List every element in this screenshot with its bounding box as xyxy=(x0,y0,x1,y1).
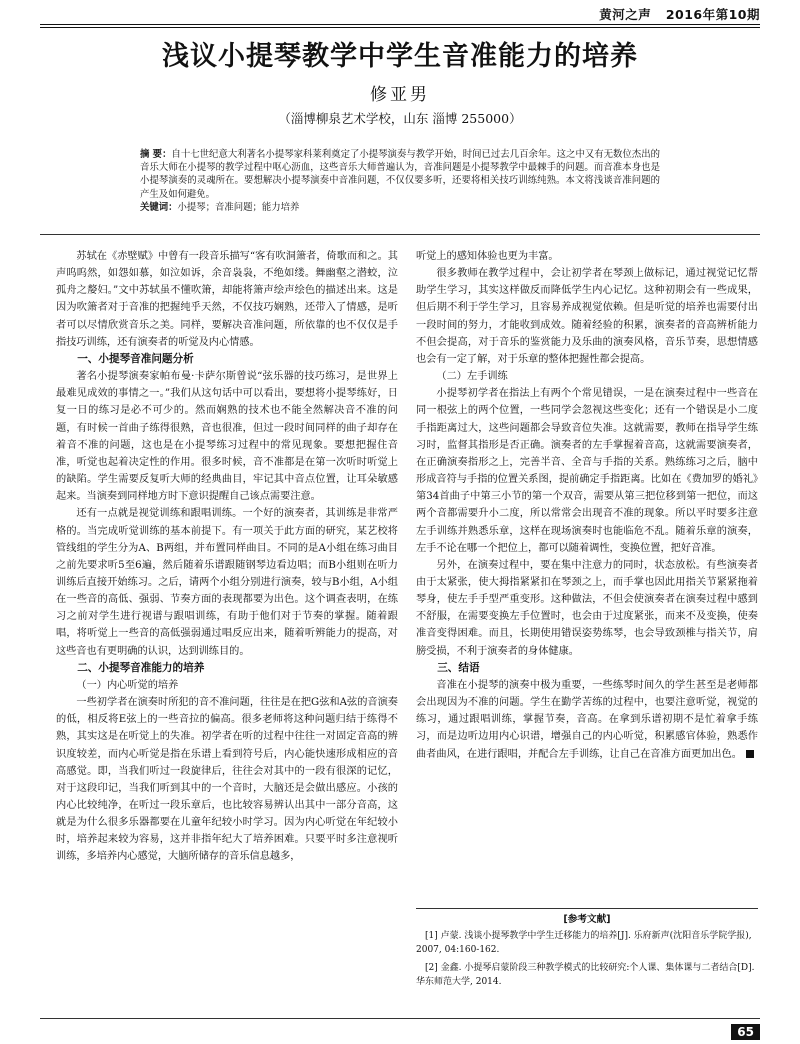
conclusion-text: 音准在小提琴的演奏中极为重要，一些练琴时间久的学生甚至是老师都会出现因为不准的问题。学生在勤学苦练的过程中，也要注意听觉，视觉的练习，通过跟唱训练，掌握节奏，音高。在拿到乐谱初期不是忙着拿手练习，而是边听边用内心识谱，增强自己的内心听觉，积累感官体验，熟悉作曲者曲风，在进行跟唱，并配合左手训练，让自己在音准方面更加出色。 xyxy=(416,679,758,760)
subsection-heading-left-hand: （二）左手训练 xyxy=(436,371,508,383)
paragraph: 听觉上的感知体验也更为丰富。 xyxy=(416,251,559,262)
paragraph: 很多教师在教学过程中，会让初学者在琴颈上做标记，通过视觉记忆帮助学生学习，其实这样做反而降低学生内心记忆。这种初期会有一些成果，但后期不利于学生学习，且容易养成视觉依赖。但是听觉的培养也需要付出一段时间的努力，才能收到成效。随着经验的积累，演奏者的音高辨析能力不但会提高，对于音乐的鉴赏能力及乐曲的演奏风格，音乐节奏，思想情感也会有一定了解，对于乐章的整体把握性都会提高。 xyxy=(416,268,758,365)
header-rule xyxy=(40,24,760,25)
keywords-text: 小提琴；音准问题；能力培养 xyxy=(177,201,300,213)
running-header xyxy=(0,0,800,26)
abstract-label: 摘 要： xyxy=(140,149,172,160)
reference-item: [2] 金鑫. 小提琴启蒙阶段三种教学模式的比较研究:个人课、集体课与二者结合[D]. 华东师范大学, 2014. xyxy=(416,963,755,987)
paragraph: 苏轼在《赤壁赋》中曾有一段音乐描写“客有吹洞箫者，倚歌而和之。其声呜呜然，如怨如慕，如泣如诉，余音袅袅，不绝如缕。舞幽壑之潜蛟，泣孤舟之嫠妇。”文中苏轼虽不懂吹箫，却能将箫声绘声绘色的描述出来。这是因为吹箫者对于音准的把握纯乎天然，不仅技巧娴熟，还带入了情感，是听者可以尽情欣赏音乐之美。同样，要解决音准问题，所依靠的也不仅仅是手指技巧训练，还有演奏者的听觉及内心情感。 xyxy=(56,251,398,348)
paragraph: 还有一点就是视觉训练和跟唱训练。一个好的演奏者，其训练是非常严格的。当完成听觉训练的基本前提下。有一项关于此方面的研究，某艺校将管线组的学生分为A、B两组，并布置同样曲目。不同的是A小组在练习曲目之前先要求听5至6遍，然后随着乐谱跟随钢琴边看边唱；而B小组则在听力训练后直接开始练习。之后，请两个小组分别进行演奏，较与B小组，A小组在一些音的高低、强弱、节奏方面的表现都要为出色。这个调查表明，在练习之前对学生进行视谱与跟唱训练，有助于他们对于节奏的掌握。随着跟唱，将听觉上一些音的高低强弱通过唱反应出来，随着听辨能力的提高，对这些音也有更明确的认识，达到训练目的。 xyxy=(56,508,398,657)
page-number: 65 xyxy=(731,1024,760,1040)
reference-item: [1] 卢蒙. 浅谈小提琴教学中学生迁移能力的培养[J]. 乐府新声(沈阳音乐学院学报), 2007, 04:160-162. xyxy=(416,931,752,955)
references-title: [参考文献] xyxy=(563,914,611,925)
journal-issue-label xyxy=(599,5,760,23)
keywords-label: 关键词： xyxy=(140,201,178,213)
footer-rule xyxy=(40,1018,760,1019)
left-column xyxy=(56,248,398,866)
journal-name: 黄河之声 xyxy=(599,7,652,22)
paragraph xyxy=(416,677,758,763)
right-column xyxy=(416,248,758,763)
subsection-heading-inner-hearing: （一）内心听觉的培养 xyxy=(76,679,179,691)
article-title: 浅议小提琴教学中学生音准能力的培养 xyxy=(162,41,638,72)
abstract-divider xyxy=(40,234,760,235)
issue-number: 2016年第10期 xyxy=(665,7,760,22)
paragraph: 另外，在演奏过程中，要在集中注意力的同时，状态放松。有些演奏者由于太紧张，使大拇指紧紧扣在琴颈之上，而手掌也因此用指关节紧紧拖着琴身，使左手手型严重变形。这种做法，不但会使演奏者在演奏过程中感到不舒服，在需要变换左手位置时，也会由于过度紧张，而来不及变换，使奏准音变得困难。而且，长期使用错误姿势练琴，也会导致颈椎与指关节，肩膀受损，不利于演奏者的身体健康。 xyxy=(416,559,758,657)
abstract-block xyxy=(140,148,660,214)
abstract-text: 自十七世纪意大利著名小提琴家科莱利奠定了小提琴演奏与教学开始，时间已过去几百余年。这之中又有无数位杰出的音乐大师在小提琴的教学过程中呕心沥血，这些音乐大师普遍认为，音准问题是小提琴教学中最棘手的问题。而音准本身也是小提琴演奏的灵魂所在。要想解决小提琴演奏中音准问题，不仅仅要多听，还要将相关技巧训练纯熟。本文将浅谈音准问题的产生及如何避免。 xyxy=(140,149,660,200)
section-heading-1: 一、小提琴音准问题分析 xyxy=(77,352,194,365)
author-name: 修亚男 xyxy=(370,85,430,105)
references-section xyxy=(416,908,758,993)
author-affiliation: （淄博柳泉艺术学校，山东 淄博 255000） xyxy=(278,111,522,126)
references-rule xyxy=(416,908,758,909)
header-rule-thin xyxy=(40,27,760,28)
section-heading-2: 二、小提琴音准能力的培养 xyxy=(77,661,205,674)
paragraph: 一些初学者在演奏时所犯的音不准问题，往往是在把G弦和A弦的音演奏的低，相反将E弦上的一些音拉的偏高。很多老师将这种问题归结于练得不熟，其实这是在听觉上的失准。初学者在听的过程中往往一对固定音高的辨识度较差，而内心听觉是指在乐谱上看到符号后，内心能快速形成相应的音高感觉。即，当我们听过一段旋律后，往往会对其中的一段有很深的记忆，对于这段印记，当我们听到其中的一个音时，大脑还是会做出感应。小孩的内心比较纯净，在听过一段乐章后，也比较容易辨认出其中一部分音高，这就是为什么很多乐器都要在儿童年纪较小时学习。因为内心听觉在年纪较小时，培养起来较为容易，这并非指年纪大了培养困难。只要平时多注意视听训练，多培养内心感觉，大脑所储存的音乐信息越多， xyxy=(56,697,398,863)
paragraph: 著名小提琴演奏家帕布曼·卡萨尔斯曾说“弦乐器的技巧练习，是世界上最难见成效的事情之一。”我们从这句话中可以看出，要想将小提琴练好，日复一日的练习是必不可少的。然而娴熟的技术也不能全然解决音不准的问题，有时候一首曲子练得很熟，音也很准，但过一段时间同样的曲子却存在着音不准的问题，这也是在小提琴练习过程中的常见现象。要想把握住音准，听觉也起着决定性的作用。很多时候，音不准都是在第一次听时听觉上的缺陷。学生需要反复听大师的经典曲目，牢记其中音点位置，让耳朵敏感起来。当演奏到同样地方时下意识提醒自己该点需要注意。 xyxy=(56,371,398,503)
end-mark-icon xyxy=(746,750,754,758)
paragraph: 小提琴初学者在指法上有两个个常见错误，一是在演奏过程中一些音在同一根弦上的两个位置，一些同学会忽视这些变化；还有一个错误是小二度手指距离过大，这些问题都会导致音位失准。这就需要，教师在指导学生练习时，监督其指形是否正确。演奏者的左手掌握着音高，这就需要演奏者，在正确演奏指形之上，完善半音、全音与手指的关系。熟练练习之后，脑中形成音符与手指的位置关系图，提前确定手指距离。比如在《费加罗的婚礼》第34首曲子中第三小节的第一个双音，需要从第三把位移到第一把位，而这两个音都需要升小二度，所以常常会出现音不准的现象。所以平时要多注意左手训练并熟悉乐章，这样在现场演奏时也能临危不乱。随着乐章的演奏，左手不论在哪一个把位上，都可以随着调性，变换位置，把好音准。 xyxy=(416,388,758,554)
section-heading-3: 三、结语 xyxy=(437,661,480,674)
